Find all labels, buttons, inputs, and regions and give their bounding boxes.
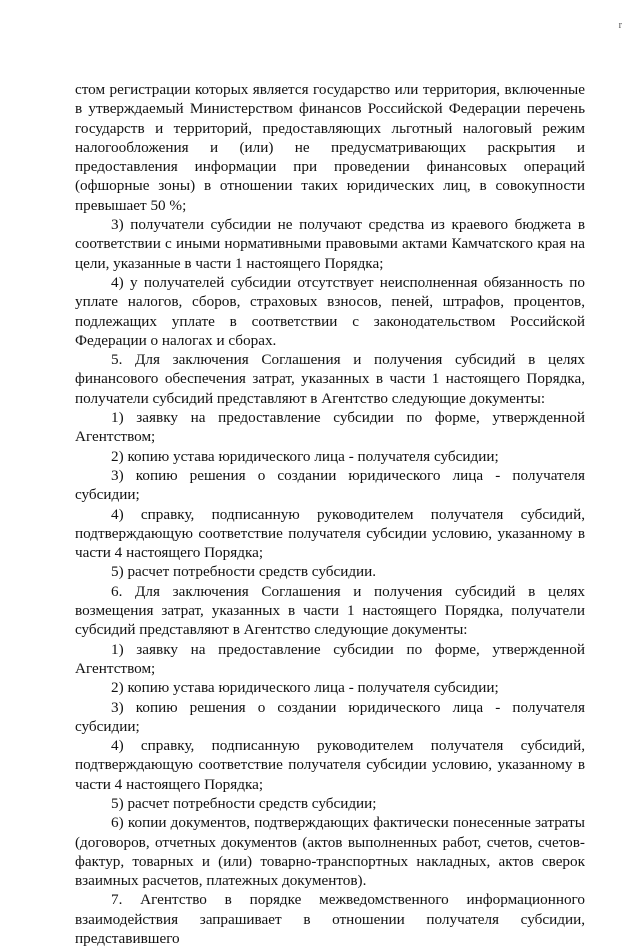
paragraph-section-6: 6. Для заключения Соглашения и получения субсидий в целях возмещения затрат, указанных в части 1 настоящего Порядка, получатели субсидий представляют в Агентство следующие документы:	[75, 582, 585, 639]
list-item: 3) копию решения о создании юридического лица - получателя субсидии;	[75, 698, 585, 735]
list-item: 3) копию решения о создании юридического лица - получателя субсидии;	[75, 466, 585, 504]
list-item: 1) заявку на предоставление субсидии по форме, утвержденной Агентством;	[75, 409, 585, 446]
list-item: 2) копию устава юридического лица - получателя субсидии;	[111, 447, 499, 465]
list-item: 5) расчет потребности средств субсидии.	[111, 563, 377, 581]
list-item: 5) расчет потребности средств субсидии;	[111, 794, 377, 812]
list-item: 2) копию устава юридического лица - получателя субсидии;	[111, 679, 499, 697]
document-page	[75, 80, 585, 948]
list-item: 4) справку, подписанную руководителем получателя субсидий, подтверждающую соответствие получателя субсидии условию, указанному в части 4 настоящего Порядка;	[75, 505, 585, 562]
list-item: 1) заявку на предоставление субсидии по форме, утвержденной Агентством;	[75, 640, 585, 677]
paragraph-continuation: стом регистрации которых является государство или территория, включенные в утверждаемый Министерством финансов Российской Федерации перечень государств и территорий, предоставляющих льготный налоговый режим налогообложения и (или) не предусматривающих раскрытия и предоставления информации при проведении финансовых операций (офшорные зоны) в отношении таких юридических лиц, в совокупности превышает 50 %;	[75, 81, 585, 214]
paragraph-section-5: 5. Для заключения Соглашения и получения субсидий в целях финансового обеспечения затрат, указанных в части 1 настоящего Порядка, получатели субсидий представляют в Агентство следующие документы:	[75, 351, 585, 407]
corner-mark: r	[618, 20, 622, 31]
paragraph-item-4: 4) у получателей субсидии отсутствует неисполненная обязанность по уплате налогов, сборов, страховых взносов, пеней, штрафов, процентов, подлежащих уплате в соответствии с законодательством Российской Федерации о налогах и сборах.	[75, 273, 585, 349]
paragraph-section-7: 7. Агентство в порядке межведомственного информационного взаимодействия запрашивает в отношении получателя субсидии, представившего	[75, 891, 585, 948]
paragraph-item-3: 3) получатели субсидии не получают средства из краевого бюджета в соответствии с иными нормативными правовыми актами Камчатского края на цели, указанные в части 1 настоящего Порядка;	[75, 216, 585, 272]
list-item: 4) справку, подписанную руководителем получателя субсидий, подтверждающую соответствие получателя субсидии условию, указанному в части 4 настоящего Порядка;	[75, 737, 585, 793]
list-item: 6) копии документов, подтверждающих фактически понесенные затраты (договоров, отчетных документов (актов выполненных работ, счетов, счетов-фактур, товарных и (или) товарно-транспортных накладных, актов сверок взаимных расчетов, платежных документов).	[75, 814, 585, 890]
